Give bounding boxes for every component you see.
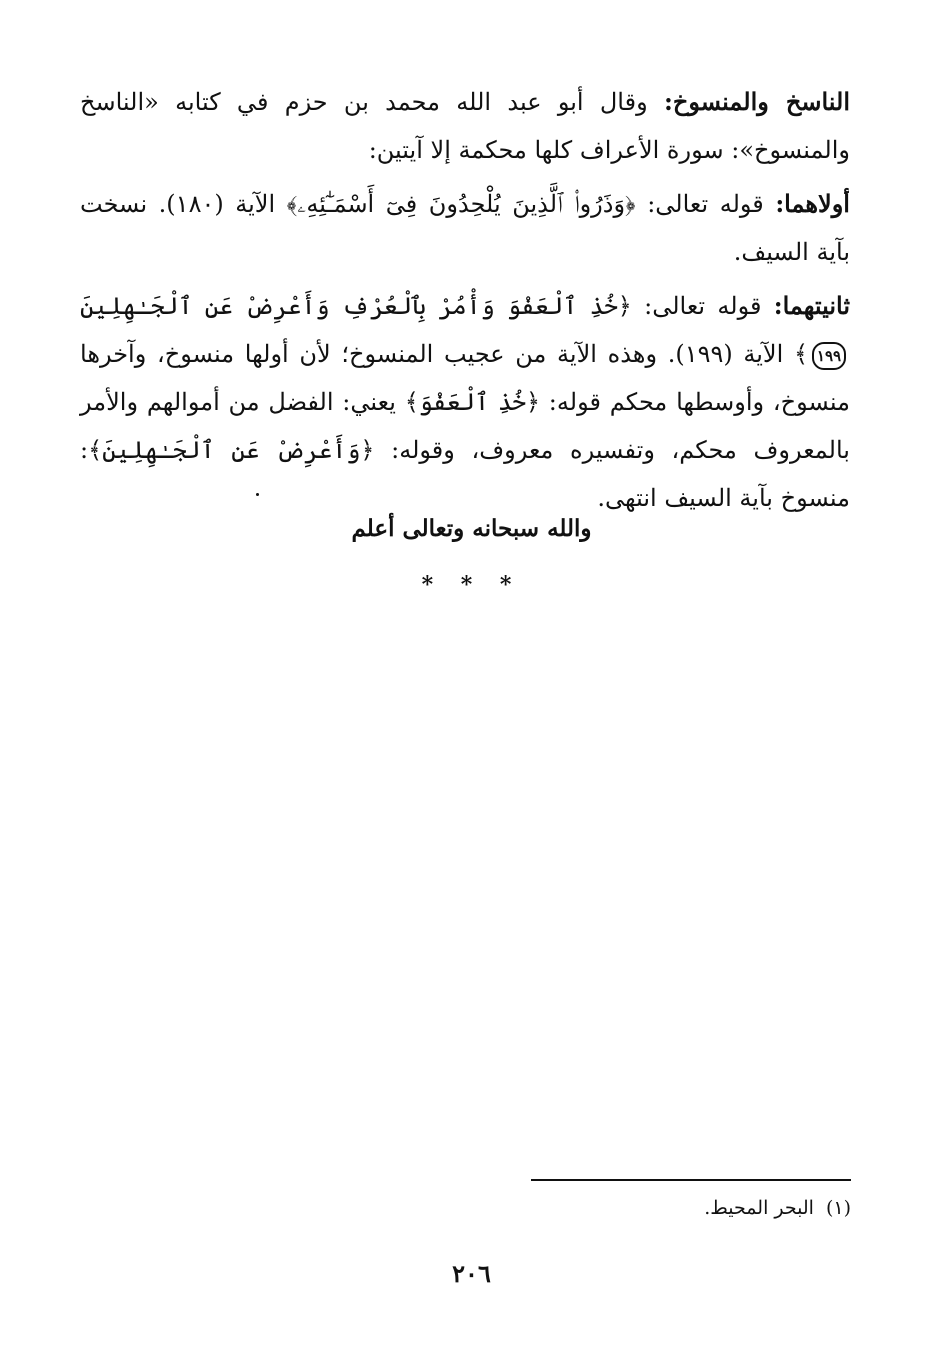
closing-phrase: والله سبحانه وتعالى أعلم (351, 515, 592, 542)
quran-quote: ﴿وَأَعْرِضْ عَنِ ٱلْجَـٰهِلِينَ﴾ (88, 436, 375, 464)
stray-dot (256, 493, 259, 496)
footnote-divider (531, 1179, 851, 1181)
paragraph-lead: أولاهما: (775, 189, 850, 218)
paragraph-second-verse (80, 282, 850, 522)
ayah-number-marker: ١٩٩ (812, 342, 846, 370)
quran-quote-close: ﴾ (793, 340, 808, 368)
footnote (704, 1193, 851, 1223)
paragraph-intro: قوله تعالى: (635, 190, 776, 218)
paragraph-body: الآية (١٩٩). وهذه الآية من عجيب المنسوخ؛ لأن أولها منسوخ، وآخرها منسوخ، وأوسطها محكم قوله: (80, 340, 851, 416)
section-separator: * * * (421, 572, 522, 598)
quran-quote: ﴿خُذِ ٱلْعَفْوَ﴾ (404, 388, 541, 416)
paragraph-first-verse (80, 180, 850, 276)
paragraph-body: يعني: الفضل من أموالهم والأمر بالمعروف محكم، وتفسيره معروف، وقوله: (80, 388, 850, 464)
paragraph-intro: قوله تعالى: (631, 292, 774, 320)
paragraph-nasikh-mansukh (80, 78, 850, 174)
paragraph-body: : منسوخ بآية السيف انتهى. (80, 436, 850, 512)
paragraph-body: وقال أبو عبد الله محمد بن حزم في كتابه «الناسخ والمنسوخ»: سورة الأعراف كلها محكمة إلا آيتين: (80, 88, 850, 164)
quran-quote: ﴿وَذَرُوا۟ ٱلَّذِينَ يُلْحِدُونَ فِىٓ أَسْمَـٰٓئِهِۦ﴾ (286, 190, 636, 218)
paragraph-lead: الناسخ والمنسوخ: (663, 87, 850, 116)
paragraph-body: الآية (١٨٠). نسخت بآية السيف. (80, 190, 850, 266)
quran-quote: ﴿خُذِ ٱلْعَفْوَ وَأْمُرْ بِٱلْعُرْفِ وَأَعْرِضْ عَنِ ٱلْجَـٰهِلِينَ (80, 292, 632, 320)
page-number: ٢٠٦ (452, 1259, 491, 1288)
footnote-number: (١) (825, 1197, 851, 1219)
footnote-text: البحر المحيط. (704, 1197, 814, 1219)
paragraph-lead: ثانيتهما: (773, 291, 850, 320)
